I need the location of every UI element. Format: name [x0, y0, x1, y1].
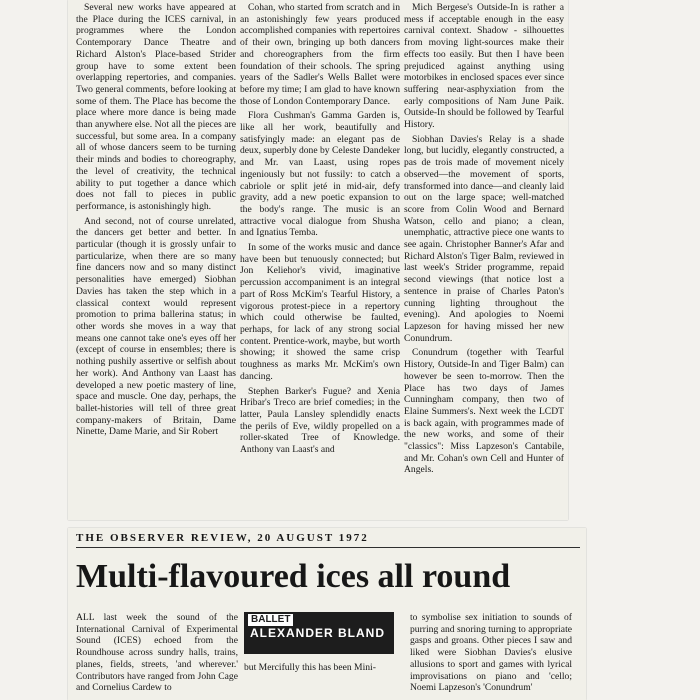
paragraph: Several new works have appeared at the Place during the ICES carnival, in programmes where the London Contemporary Dance Theatre and Richard Alston's Place-based Strider group have to some extent been overlapping repertories, and companies. Two general comments, before looking at some of them. The Place has become the place where more dance is being made than anywhere else. Not all the pieces are successful, but some area. In a company all of whose dancers seem to be turning their minds and bodies to choreography, the level of creativity, the technical ability to put together a dance which does not fall to pieces in public performance, is astonishingly high.: [76, 2, 236, 212]
paragraph: ALL last week the sound of the International Carnival of Experimental Sound (ICES) echoed from the Roundhouse across sundry halls, trains, planes, fields, streets, 'and wherever.' Contributors have ranged from John Cage and Cornelius Cardew to: [76, 612, 238, 694]
paragraph: Conundrum (together with Tearful History, Outside-In and Tiger Balm) can however be seen to-morrow. Then the Place has two days of James Cunningham company, then two of Elaine Summers's. Next week the LCDT is back again, with programmes made of the new works, and some of their "classics": Miss Lapzeson's Cantabile, and Mr. Cohan's own Cell and Hunter of Angels.: [404, 347, 564, 476]
author-name: ALEXANDER BLAND: [250, 626, 385, 640]
newspaper-dateline: THE OBSERVER REVIEW, 20 AUGUST 1972: [76, 532, 580, 548]
article-column-2: [240, 2, 400, 459]
paragraph: And second, not of course unrelated, the dancers get better and better. In particular (though it is grossly unfair to particularize, when there are so many fine dancers now and so many distinct personalities have emerged) Siobhan Davies has taken the step which in a classical context would represent promotion to prima ballerina status; in other words she moves in a way that means one cannot take one's eyes off her (except of course in ensembles; there is nothing pushily assertive or selfish about her work). And Anthony van Laast has developed a new poetic mastery of line, space and muscle. One day, perhaps, the ballet-histories will tell of three great company-makers of Britain, Dame Ninette, Dame Marie, and Sir Robert: [76, 215, 236, 438]
review-clipping-top: [68, 0, 568, 520]
article-column-3: [404, 2, 564, 479]
paragraph: to symbolise sex initiation to sounds of purring and snoring turning to appropriate gasps and groans. Other pieces I saw and liked were Siobhan Davies's elusive allusions to sport and games with lyrical improvisations on piano and 'cello; Noemi Lapzeson's 'Conundrum': [410, 612, 572, 694]
headline: Multi-flavoured ices all round: [76, 558, 511, 595]
paragraph: but Mercifully this has been Mini-: [244, 662, 376, 673]
paragraph: Siobhan Davies's Relay is a shade long, but lucidly, elegantly constructed, a pas de trois made of movement nicely observed—the movement of sports, transformed into dance—and cleanly laid out on the large space; well-matched score from Colin Wood and Bernard Watson, cello and piano; a clean, unemphatic, attractive piece one wants to see again. Christopher Banner's Afar and Richard Alston's Tiger Balm, reviewed in last week's Strider programme, repaid second viewings (that notice lost a sentence in praise of Charles Paton's cunning lighting throughout the evening). And apologies to Noemi Lapzeson for having missed her new Conundrum.: [404, 133, 564, 344]
article-column-1: [76, 612, 238, 694]
article-column-3: [410, 612, 572, 694]
byline-box: [244, 612, 394, 654]
paragraph: Mich Bergese's Outside-In is rather a mess if acceptable enough in the easy carnival context. Shadow - silhouettes from moving light-sources make their effects too easily. But then I have been prejudiced against anything using motorbikes in enclosed spaces ever since suffering near-asphyxiation from the early compositions of Nam June Paik. Outside-In should be followed by Tearful History.: [404, 2, 564, 131]
paragraph: Cohan, who started from scratch and in an astonishingly few years produced accomplished companies with repertoires of their own, bringing up both dancers and choreographers from the firm foundation of their schools. The spring years of the Sadler's Wells Ballet were before my time; I am glad to have known those of London Contemporary Dance.: [240, 2, 400, 107]
paragraph: Stephen Barker's Fugue? and Xenia Hribar's Treco are brief comedies; in the latter, Paula Lansley splendidly enacts the perils of Eve, wildly propelled on a roller-skated Tree of Knowledge. Anthony van Laast's and: [240, 385, 400, 456]
paragraph: Flora Cushman's Gamma Garden is, like all her work, beautifully and satisfyingly made: an elegant pas de deux, superbly done by Celeste Dandeker and Mr. van Laast, using ropes ingeniously but not fussily: to catch a cabriole or split jeté in mid-air, defy gravity, add a new poetic expansion to the body's range. The music is an attractive vocal dialogue from Shusha and Ignatius Temba.: [240, 110, 400, 239]
section-label: BALLET: [248, 614, 293, 626]
paragraph: In some of the works music and dance have been but tenuously connected; but Jon Keliehor's vivid, imaginative percussion accompaniment is an integral part of Ross McKim's Tearful History, a vigorous protest-piece in a repertory which could otherwise be faulted, perhaps, for lack of any strong social content. Prentice-work, maybe, but worth showing; it showed the same crisp toughness as marks Mr. McKim's own dancing.: [240, 242, 400, 382]
review-clipping-bottom: [68, 528, 586, 700]
article-column-2: [244, 612, 406, 674]
article-column-1: [76, 2, 236, 441]
